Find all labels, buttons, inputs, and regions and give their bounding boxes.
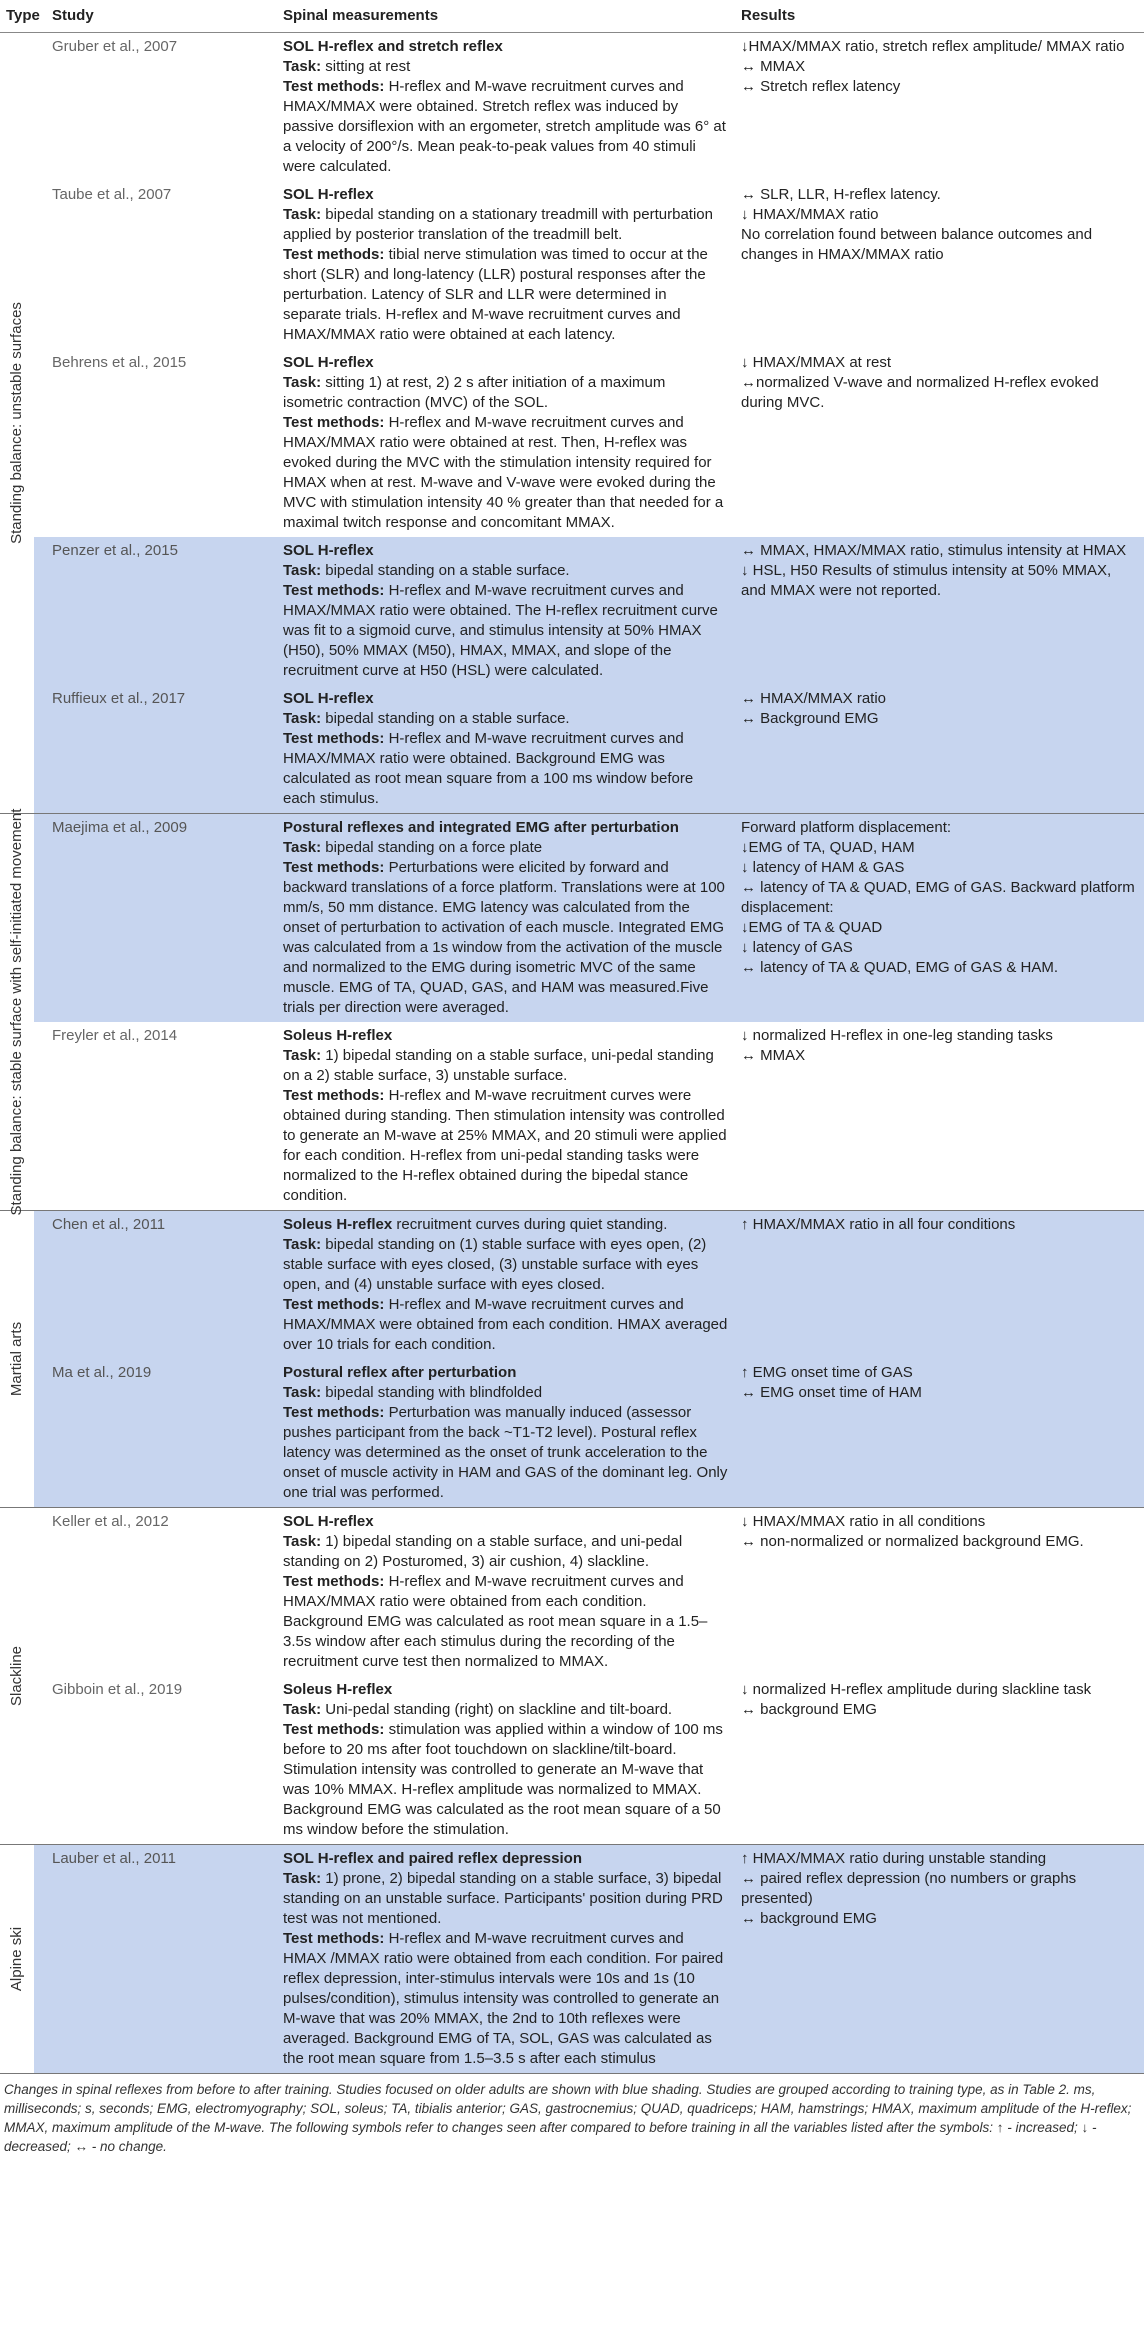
measurement-title-line: [283, 1512, 729, 1532]
task-text: 1) bipedal standing on a stable surface, and uni-pedal standing on 2) Posturomed, 3) air cushion, 4) slackline.: [283, 1533, 683, 1570]
spinal-cell: [277, 537, 735, 685]
table-row: [0, 1359, 1144, 1508]
methods-line: [283, 245, 729, 345]
methods-label: Test methods:: [283, 78, 385, 95]
measurement-title-line: [283, 818, 729, 838]
type-label: Alpine ski: [8, 1926, 25, 1992]
result-line: Forward platform displacement:: [741, 819, 952, 836]
measurement-title-line: [283, 185, 729, 205]
methods-text: H-reflex and M-wave recruitment curves and HMAX/MMAX ratio were obtained. The H-reflex recruitment curve was fit to a sigmoid curve, and stimulus intensity at 50% HMAX (H50), 50% MMAX (M50), HMAX, MMAX, and slope of the recruitment curve at H50 (HSL) were calculated.: [283, 582, 718, 679]
measurement-title: Soleus H-reflex: [283, 1216, 393, 1233]
methods-text: Perturbations were elicited by forward and backward translations of a force platform. Translations were at 100 mm/s, 50 mm distance. EMG latency was calculated from the onset of perturbation to activation of each muscle. Integrated EMG was calculated from a 1s window from the activation of the muscle and normalized to the EMG during isometric MVC of the same muscle. EMG of TA, QUAD, GAS, and HAM was measured.Five trials per direction were averaged.: [283, 859, 725, 1016]
methods-text: stimulation was applied within a window of 100 ms before to 20 ms after foot touchdown on slackline/tilt-board. Stimulation intensity was controlled to generate an M-wave that was 10% MMAX. H-reflex amplitude was normalized to MMAX. Background EMG was calculated as the root mean square of a 50 ms window before the stimulation.: [283, 1721, 723, 1838]
spinal-cell: [277, 1211, 735, 1360]
measurement-title: SOL H-reflex: [283, 542, 374, 559]
methods-line: [283, 1403, 729, 1503]
results-cell: [735, 814, 1144, 1023]
task-line: [283, 838, 729, 858]
type-cell: [0, 1508, 34, 1845]
result-line: ↓EMG of TA, QUAD, HAM: [741, 839, 915, 856]
result-line: ↓EMG of TA & QUAD: [741, 919, 883, 936]
methods-label: Test methods:: [283, 246, 385, 263]
study-cell: Lauber et al., 2011: [34, 1845, 277, 2074]
type-label: Martial arts: [8, 1321, 25, 1397]
measurement-title: Postural reflex after perturbation: [283, 1364, 517, 1381]
measurement-title: Postural reflexes and integrated EMG after perturbation: [283, 819, 679, 836]
spinal-cell: [277, 1845, 735, 2074]
table-row: [0, 1676, 1144, 1845]
measurement-title-line: [283, 1680, 729, 1700]
methods-text: tibial nerve stimulation was timed to occur at the short (SLR) and long-latency (LLR) postural responses after the perturbation. Latency of SLR and LLR were determined in separate trials. H-reflex and M-wave recruitment curves and HMAX/MMAX ratio were obtained at each latency.: [283, 246, 708, 343]
measurement-title: SOL H-reflex: [283, 186, 374, 203]
type-cell: [0, 1845, 34, 2074]
spinal-cell: [277, 1022, 735, 1211]
methods-line: [283, 1929, 729, 2069]
results-cell: [735, 33, 1144, 182]
methods-line: [283, 581, 729, 681]
spinal-cell: [277, 181, 735, 349]
result-line: ↑ HMAX/MMAX ratio in all four conditions: [741, 1216, 1016, 1233]
methods-line: [283, 77, 729, 177]
type-cell: [0, 808, 34, 1216]
result-line: ↔ Background EMG: [741, 710, 879, 727]
task-line: [283, 1235, 729, 1295]
results-cell: [735, 1211, 1144, 1360]
result-line: ↔ background EMG: [741, 1910, 877, 1927]
results-cell: [735, 1676, 1144, 1845]
study-cell: Keller et al., 2012: [34, 1508, 277, 1677]
measurement-title-line: [283, 1849, 729, 1869]
methods-text: H-reflex and M-wave recruitment curves and HMAX/MMAX ratio were obtained. Background EMG was calculated as root mean square from a 100 ms window before each stimulus.: [283, 730, 694, 807]
result-line: ↔ background EMG: [741, 1701, 877, 1718]
methods-line: [283, 1572, 729, 1672]
spinal-cell: [277, 685, 735, 814]
methods-line: [283, 858, 729, 1018]
type-label: Standing balance: stable surface with self-initiated movement: [8, 808, 25, 1216]
table-row: [0, 1845, 1144, 2074]
measurement-title-line: [283, 1363, 729, 1383]
result-line: ↔ MMAX: [741, 58, 806, 75]
header-results: Results: [735, 0, 1144, 33]
result-line: No correlation found between balance outcomes and changes in HMAX/MMAX ratio: [741, 226, 1093, 263]
methods-text: H-reflex and M-wave recruitment curves and HMAX/MMAX were obtained from each condition. HMAX averaged over 10 trials for each condition.: [283, 1296, 728, 1353]
type-label: Slackline: [8, 1645, 25, 1707]
table-row: [0, 33, 1144, 182]
methods-line: [283, 1086, 729, 1206]
methods-label: Test methods:: [283, 1573, 385, 1590]
results-cell: [735, 349, 1144, 537]
study-cell: Gibboin et al., 2019: [34, 1676, 277, 1845]
results-cell: [735, 1508, 1144, 1677]
result-line: ↓ HSL, H50 Results of stimulus intensity at 50% MMAX, and MMAX were not reported.: [741, 562, 1112, 599]
methods-label: Test methods:: [283, 1404, 385, 1421]
result-line: ↑ HMAX/MMAX ratio during unstable standing: [741, 1850, 1047, 1867]
task-label: Task:: [283, 1236, 322, 1253]
header-type: Type: [0, 0, 34, 33]
type-cell: [0, 33, 34, 814]
task-line: [283, 709, 729, 729]
measurement-title-line: [283, 37, 729, 57]
measurement-title: SOL H-reflex: [283, 690, 374, 707]
study-cell: Ruffieux et al., 2017: [34, 685, 277, 814]
result-line: ↓ latency of HAM & GAS: [741, 859, 905, 876]
task-line: [283, 561, 729, 581]
task-text: Uni-pedal standing (right) on slackline and tilt-board.: [325, 1701, 673, 1718]
measurement-title: SOL H-reflex and stretch reflex: [283, 38, 503, 55]
measurement-title-line: [283, 541, 729, 561]
study-cell: Ma et al., 2019: [34, 1359, 277, 1508]
task-line: [283, 1869, 729, 1929]
methods-text: Perturbation was manually induced (assessor pushes participant from the back ~T1-T2 level). Postural reflex latency was determined as the onset of trunk acceleration to the onset of muscle activity in HAM and GAS of the dominant leg. Only one trial was performed.: [283, 1404, 728, 1501]
methods-text: H-reflex and M-wave recruitment curves and HMAX/MMAX ratio were obtained at rest. Then, H-reflex was evoked during the MVC with the stimulation intensity required for HMAX when at rest. M-wave and V-wave were evoked during the MVC with stimulation intensity 40 % greater than that needed for a maximal twitch response and concomitant MMAX.: [283, 414, 724, 531]
task-text: 1) bipedal standing on a stable surface, uni-pedal standing on a 2) stable surface, 3) unstable surface.: [283, 1047, 714, 1084]
result-line: ↓ normalized H-reflex in one-leg standing tasks: [741, 1027, 1053, 1044]
study-cell: Freyler et al., 2014: [34, 1022, 277, 1211]
task-line: [283, 1700, 729, 1720]
result-line: ↔ MMAX, HMAX/MMAX ratio, stimulus intensity at HMAX: [741, 542, 1127, 559]
task-line: [283, 1383, 729, 1403]
study-cell: Behrens et al., 2015: [52, 354, 187, 371]
methods-text: H-reflex and M-wave recruitment curves and HMAX /MMAX ratio were obtained from each condition. For paired reflex depression, inter-stimulus intervals were 10s and 1s (10 pulses/condition), stimulus intensity was controlled to generate an M-wave that was 20% MMAX, the 2nd to 10th reflexes were averaged. Background EMG of TA, SOL, GAS was calculated as the root mean square from 1.5–3.5 s after each stimulus: [283, 1930, 724, 2067]
task-text: bipedal standing on a stable surface.: [325, 562, 570, 579]
methods-line: [283, 1295, 729, 1355]
task-label: Task:: [283, 1533, 322, 1550]
results-cell: [735, 181, 1144, 349]
table-caption: Changes in spinal reflexes from before to after training. Studies focused on older adults are shown with blue shading. Studies are grouped according to training type, as in Table 2. ms, milliseconds; s, seconds; EMG, electromyography; SOL, soleus; TA, tibialis anterior; GAS, gastrocnemius; QUAD, quadriceps; HAM, hamstrings; HMAX, maximum amplitude of the H-reflex; MMAX, maximum amplitude of the M-wave. The following symbols refer to changes seen after compared to before training in all the variables listed after the symbols: ↑ - increased; ↓ - decreased; ↔ - no change.: [4, 2082, 1132, 2154]
result-line: ↓ normalized H-reflex amplitude during slackline task: [741, 1681, 1092, 1698]
spinal-cell: [277, 1508, 735, 1677]
spinal-cell: [277, 814, 735, 1023]
results-cell: [735, 1359, 1144, 1508]
study-cell: Chen et al., 2011: [34, 1211, 277, 1360]
result-line: ↔ SLR, LLR, H-reflex latency.: [741, 186, 941, 203]
header-row: [0, 0, 1144, 33]
task-text: bipedal standing on a stationary treadmill with perturbation applied by posterior translation of the treadmill belt.: [283, 206, 713, 243]
result-line: ↓ latency of GAS: [741, 939, 853, 956]
result-line: ↔ HMAX/MMAX ratio: [741, 690, 887, 707]
table-row: [0, 1211, 1144, 1360]
methods-label: Test methods:: [283, 414, 385, 431]
task-line: [283, 205, 729, 245]
spinal-cell: [277, 349, 735, 537]
task-label: Task:: [283, 206, 322, 223]
task-label: Task:: [283, 839, 322, 856]
measurement-title-rest: recruitment curves during quiet standing.: [392, 1216, 668, 1233]
measurement-title-line: [283, 353, 729, 373]
task-label: Task:: [283, 1384, 322, 1401]
methods-label: Test methods:: [283, 859, 385, 876]
methods-label: Test methods:: [283, 1087, 385, 1104]
result-line: ↓ HMAX/MMAX ratio: [741, 206, 879, 223]
measurement-title-line: [283, 689, 729, 709]
study-cell: Maejima et al., 2009: [34, 814, 277, 1023]
task-text: sitting 1) at rest, 2) 2 s after initiation of a maximum isometric contraction (MVC) of the SOL.: [283, 374, 666, 411]
spinal-cell: [277, 1676, 735, 1845]
methods-line: [283, 1720, 729, 1840]
measurement-title: Soleus H-reflex: [283, 1027, 393, 1044]
type-label: Standing balance: unstable surfaces: [8, 302, 25, 544]
result-line: ↔ paired reflex depression (no numbers or graphs presented): [741, 1870, 1077, 1907]
task-text: bipedal standing on a force plate: [325, 839, 543, 856]
table-row: [0, 1508, 1144, 1677]
task-line: [283, 1046, 729, 1086]
methods-line: [283, 413, 729, 533]
result-line: ↔ EMG onset time of HAM: [741, 1384, 922, 1401]
measurement-title-line: [283, 1215, 729, 1235]
results-cell: [735, 537, 1144, 685]
methods-label: Test methods:: [283, 1721, 385, 1738]
result-line: ↔ latency of TA & QUAD, EMG of GAS & HAM.: [741, 959, 1059, 976]
measurement-title: SOL H-reflex and paired reflex depression: [283, 1850, 582, 1867]
task-label: Task:: [283, 710, 322, 727]
methods-text: H-reflex and M-wave recruitment curves were obtained during standing. Then stimulation intensity was controlled to generate an M-wave at 25% MMAX, and 20 stimuli were applied for each condition. H-reflex from uni-pedal standing tasks were normalized to the H-reflex obtained during the bipedal stance condition.: [283, 1087, 727, 1204]
table-body: [0, 33, 1144, 2074]
table-row: [0, 814, 1144, 1023]
methods-text: H-reflex and M-wave recruitment curves and HMAX/MMAX ratio were obtained from each condition. Background EMG was calculated as root mean square in a 1.5–3.5s window after each stimulus during the recording of the recruitment curve test then normalized to MMAX.: [283, 1573, 708, 1670]
type-cell: [0, 1211, 34, 1508]
result-line: ↑ EMG onset time of GAS: [741, 1364, 913, 1381]
result-line: ↔normalized V-wave and normalized H-reflex evoked during MVC.: [741, 374, 1099, 411]
table-row: [0, 181, 1144, 349]
task-line: [283, 373, 729, 413]
task-label: Task:: [283, 58, 322, 75]
measurement-title: SOL H-reflex: [283, 354, 374, 371]
methods-text: H-reflex and M-wave recruitment curves and HMAX/MMAX were obtained. Stretch reflex was induced by passive dorsiflexion with an ergometer, stretch amplitude was 6° at a velocity of 200°/s. Mean peak-to-peak values from 40 stimuli were calculated.: [283, 78, 726, 175]
table-row: [0, 1022, 1144, 1211]
methods-label: Test methods:: [283, 1296, 385, 1313]
task-text: bipedal standing on a stable surface.: [325, 710, 570, 727]
table-row: [0, 537, 1144, 685]
header-spinal: Spinal measurements: [277, 0, 735, 33]
task-text: bipedal standing with blindfolded: [325, 1384, 543, 1401]
measurement-title-line: [283, 1026, 729, 1046]
table-row: [0, 685, 1144, 814]
results-cell: [735, 1845, 1144, 2074]
results-cell: [735, 685, 1144, 814]
study-cell: Gruber et al., 2007: [52, 38, 178, 55]
task-label: Task:: [283, 1047, 322, 1064]
task-label: Task:: [283, 562, 322, 579]
result-line: ↓ HMAX/MMAX at rest: [741, 354, 892, 371]
study-cell: Penzer et al., 2015: [34, 537, 277, 685]
task-label: Task:: [283, 374, 322, 391]
task-text: sitting at rest: [325, 58, 411, 75]
result-line: ↔ MMAX: [741, 1047, 806, 1064]
result-line: ↔ Stretch reflex latency: [741, 78, 901, 95]
methods-label: Test methods:: [283, 582, 385, 599]
results-cell: [735, 1022, 1144, 1211]
table-row: [0, 349, 1144, 537]
task-line: [283, 57, 729, 77]
methods-label: Test methods:: [283, 1930, 385, 1947]
result-line: ↔ latency of TA & QUAD, EMG of GAS. Backward platform displacement:: [741, 879, 1135, 916]
result-line: ↔ non-normalized or normalized background EMG.: [741, 1533, 1084, 1550]
result-line: ↓ HMAX/MMAX ratio in all conditions: [741, 1513, 986, 1530]
methods-label: Test methods:: [283, 730, 385, 747]
measurement-title: SOL H-reflex: [283, 1513, 374, 1530]
task-line: [283, 1532, 729, 1572]
task-label: Task:: [283, 1701, 322, 1718]
spinal-cell: [277, 33, 735, 182]
task-text: bipedal standing on (1) stable surface with eyes open, (2) stable surface with eyes closed, (3) unstable surface with eyes open, and (4) unstable surface with eyes closed.: [283, 1236, 707, 1293]
task-label: Task:: [283, 1870, 322, 1887]
methods-line: [283, 729, 729, 809]
spinal-cell: [277, 1359, 735, 1508]
task-text: 1) prone, 2) bipedal standing on a stable surface, 3) bipedal standing on an unstable surface. Participants' position during PRD test was not mentioned.: [283, 1870, 723, 1927]
header-study: Study: [34, 0, 277, 33]
study-cell: Taube et al., 2007: [52, 186, 172, 203]
measurement-title: Soleus H-reflex: [283, 1681, 393, 1698]
result-line: ↓HMAX/MMAX ratio, stretch reflex amplitude/ MMAX ratio: [741, 38, 1125, 55]
